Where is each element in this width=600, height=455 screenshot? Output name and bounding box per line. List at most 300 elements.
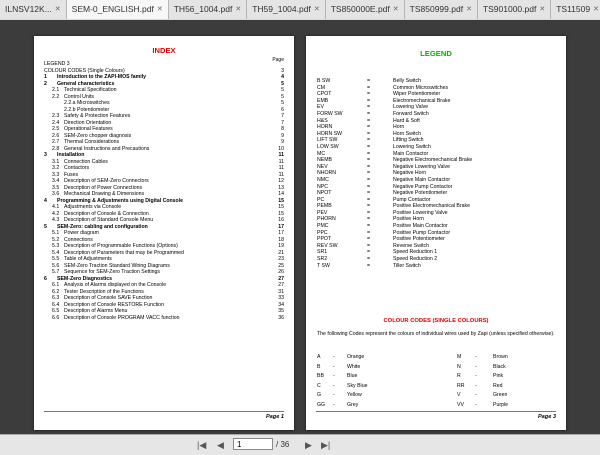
toc-page: 17 (278, 230, 284, 236)
toc-number: COLOUR CODES (Single Colours) (44, 67, 125, 74)
toc-title: Introduction to the ZAPI-MOS family (57, 74, 147, 80)
legend-entry (317, 190, 557, 197)
legend-entry (317, 243, 557, 250)
colour-lc: B (317, 363, 321, 370)
legend-code: PPC (317, 229, 328, 236)
legend-equals: = (367, 110, 371, 117)
legend-code: H&S (317, 117, 328, 124)
legend-equals: = (367, 117, 371, 124)
legend-entry (317, 177, 557, 184)
legend-description: Positive Lowering Valve (393, 209, 448, 216)
legend-entry (317, 197, 557, 204)
toc-page: 5 (281, 100, 284, 106)
page-footer: Page 1 (44, 411, 284, 420)
colour-code-row (317, 372, 555, 382)
toc-title: Sequence for SEM-Zero Traction Settings (64, 269, 161, 275)
legend-equals: = (367, 176, 371, 183)
toc-title: Description of Console RESTORE Function (64, 301, 164, 308)
toc-page: 3 (281, 67, 284, 74)
legend-description: Negative Lowering Valve (393, 163, 450, 170)
legend-equals: = (367, 196, 371, 203)
colour-rn: Green (493, 392, 508, 399)
legend-description: Horn (393, 124, 405, 131)
legend-description: Positive Pump Contactor (393, 229, 451, 236)
legend-code: NMC (317, 176, 329, 183)
toc-title: Description of Console SAVE Function (64, 295, 153, 301)
legend-code: PPOT (317, 236, 332, 243)
toc-number: 3.3 (52, 171, 60, 178)
toc-number: 3.4 (52, 178, 60, 184)
toc-number: 2.7 (52, 139, 60, 145)
legend-description: Pump Contactor (393, 196, 431, 203)
toc-page: 10 (278, 145, 284, 152)
toc-number: 6.1 (52, 282, 60, 288)
legend-entry (317, 249, 557, 256)
close-icon[interactable]: ✕ (313, 6, 320, 13)
legend-description: Reverse Switch (393, 242, 430, 249)
table-of-contents (44, 61, 284, 321)
legend-code: PEV (317, 209, 328, 216)
toc-title: SEM-Zero Diagnostics (57, 275, 113, 282)
toc-page: 16 (278, 217, 284, 223)
legend-description: Forward Switch (393, 110, 429, 117)
toc-page: 21 (278, 249, 284, 256)
toc-title: Description of Power Connections (64, 184, 143, 191)
legend-code: NPOT (317, 190, 332, 197)
colour-rsep: - (475, 392, 477, 399)
legend-description: Positive Horn (393, 216, 424, 223)
legend-description: Positive Potentiometer (393, 236, 445, 243)
legend-equals: = (367, 236, 371, 243)
toc-page: 11 (278, 165, 284, 171)
toc-number: 5.7 (52, 269, 60, 275)
toc-page: 7 (281, 113, 284, 119)
colour-lc: BB (317, 373, 324, 380)
legend-equals: = (367, 183, 371, 190)
colour-lc: G (317, 392, 322, 399)
toc-number: 4.3 (52, 217, 60, 223)
legend-code: MC (317, 150, 326, 157)
colour-ln: Blue (347, 373, 358, 380)
legend-description: Lowering Switch (393, 143, 431, 150)
legend-equals: = (367, 242, 371, 249)
toc-page: 26 (278, 269, 284, 275)
colour-lsep: - (333, 392, 335, 399)
last-page-button[interactable]: ▶| (321, 440, 331, 450)
legend-description: Belly Switch (393, 78, 421, 84)
colour-lc: GG (317, 401, 326, 408)
toc-title: Fuses (64, 171, 79, 178)
toc-number: 5.6 (52, 262, 60, 269)
toc-page: 36 (278, 314, 284, 321)
colour-code-row (317, 353, 555, 363)
toc-number: 2 (44, 80, 47, 87)
legend-equals: = (367, 203, 371, 210)
toc-number: 3 (44, 152, 47, 158)
toc-page: 19 (278, 243, 284, 249)
tab-3[interactable] (247, 0, 325, 19)
toc-page: 14 (278, 191, 284, 197)
legend-code: CM (317, 84, 326, 91)
toc-title: Adjustments via Console (64, 204, 122, 210)
toc-number: 3.5 (52, 184, 60, 191)
toc-page: 5 (281, 87, 284, 93)
pdf-page-1 (34, 36, 294, 430)
legend-entry (317, 223, 557, 230)
legend-code: B SW (317, 78, 331, 84)
colour-rn: Black (493, 363, 506, 370)
colour-lsep: - (333, 373, 335, 380)
legend-equals: = (367, 91, 371, 98)
legend-equals: = (367, 84, 371, 91)
tab-label: TH59_1004.pdf (252, 4, 311, 14)
legend-description: Lifting Switch (393, 137, 424, 144)
toc-title: 2.2.b Potentiometer (64, 106, 110, 113)
tab-1[interactable] (67, 0, 169, 19)
legend-equals: = (367, 163, 371, 170)
toc-title: SEM-Zero: cabling and configuration (57, 223, 148, 230)
legend-equals: = (367, 262, 371, 269)
legend-description: Lowering Valve (393, 104, 429, 111)
toc-title: Description of Alarms Menu (64, 308, 128, 314)
toc-title: General Instructions and Precautions (64, 145, 150, 152)
legend-entry (317, 85, 557, 92)
legend-code: NHORN (317, 170, 337, 177)
tab-4[interactable] (326, 0, 405, 19)
toc-page: 5 (281, 80, 284, 87)
tab-label: TS11509 (556, 4, 591, 14)
legend-entry (317, 144, 557, 151)
colour-rsep: - (475, 401, 477, 408)
toc-number: 6.6 (52, 314, 60, 321)
legend-entry (317, 111, 557, 118)
toc-page: 25 (278, 262, 284, 269)
colour-lsep: - (333, 401, 335, 408)
legend-entry (317, 104, 557, 111)
colour-rc: R (457, 373, 461, 380)
toc-page: 13 (278, 184, 284, 191)
legend-code: T SW (317, 262, 330, 269)
legend-entry (317, 91, 557, 98)
colour-ln: Grey (347, 401, 359, 408)
toc-page: 23 (278, 256, 284, 262)
colour-rc: M (457, 354, 462, 360)
legend-equals: = (367, 143, 371, 150)
toc-number: 3.1 (52, 158, 60, 165)
tab-label: TS850000E.pdf (330, 4, 390, 14)
legend-code: SR2 (317, 256, 328, 263)
legend-code: PC (317, 196, 325, 203)
colour-lsep: - (333, 382, 335, 389)
toc-title: Installation (57, 152, 85, 158)
colour-codes-list (317, 353, 555, 411)
toc-title: Description of SEM-Zero Connectors (64, 178, 149, 184)
toc-page: 27 (278, 275, 284, 282)
tab-label: TH56_1004.pdf (173, 4, 233, 14)
toc-entry[interactable] (44, 315, 284, 322)
tab-5[interactable] (405, 0, 478, 19)
colour-code-row (317, 391, 555, 401)
legend-equals: = (367, 170, 371, 177)
legend-description: Hard & Soft (393, 117, 420, 124)
toc-page: 27 (278, 282, 284, 288)
colour-lsep: - (333, 363, 335, 370)
toc-number: 4 (44, 197, 47, 204)
legend-entry (317, 157, 557, 164)
toc-title: Contactors (64, 165, 90, 171)
legend-description: Negative Horn (393, 170, 427, 177)
legend-code: REV SW (317, 242, 338, 249)
legend-equals: = (367, 104, 371, 111)
legend-equals: = (367, 223, 371, 230)
toc-number: 5.2 (52, 236, 60, 243)
toc-number: 5.4 (52, 249, 60, 256)
toc-title: Description of Programmable Functions (Options) (64, 243, 178, 249)
legend-code: PEMB (317, 203, 332, 210)
toc-page: 18 (278, 236, 284, 243)
legend-description: Positive Electromechanical Brake (393, 203, 470, 210)
colour-rn: Pink (493, 373, 504, 380)
legend-equals: = (367, 157, 371, 164)
toc-title: Operational Features (64, 126, 113, 132)
legend-code: HORN (317, 124, 333, 131)
toc-number: 2.4 (52, 119, 60, 126)
legend-title: LEGEND (420, 49, 452, 58)
legend-entry (317, 118, 557, 125)
legend-description: Negative Main Contactor (393, 176, 451, 183)
colour-code-row (317, 363, 555, 373)
toc-title: Description of Console PROGRAM VACC function (64, 314, 180, 321)
toc-title: General characteristics (57, 80, 115, 87)
toc-title: SEM-Zero chopper diagnosis (64, 132, 132, 139)
colour-rn: Red (493, 382, 503, 389)
close-icon[interactable]: ✕ (392, 6, 399, 13)
legend-description: Common Microswitches (393, 84, 449, 91)
page-footer: Page 3 (316, 411, 556, 420)
toc-page: 9 (281, 139, 284, 145)
tab-label: SEM-0_ENGLISH.pdf (71, 4, 154, 14)
legend-entry (317, 164, 557, 171)
toc-number: 6 (44, 275, 47, 282)
tab-6[interactable] (478, 0, 551, 19)
legend-code: CPOT (317, 91, 332, 98)
legend-equals: = (367, 137, 371, 144)
colour-ln: Yellow (347, 392, 362, 399)
legend-equals: = (367, 249, 371, 256)
toc-title: Power diagram (64, 230, 99, 236)
legend-description: Speed Reduction 2 (393, 256, 438, 263)
legend-code: NEMB (317, 157, 332, 164)
legend-description: Horn Switch (393, 130, 421, 137)
toc-number: 6.4 (52, 301, 60, 308)
legend-entry (317, 236, 557, 243)
legend-entry (317, 131, 557, 138)
tab-0[interactable] (0, 0, 67, 19)
page-count: / 36 (276, 440, 290, 449)
toc-title: Table of Adjustments (64, 256, 112, 262)
toc-number: 4.1 (52, 204, 60, 210)
toc-number: 3.2 (52, 165, 60, 171)
legend-description: Main Contactor (393, 150, 429, 157)
toc-title: Programming & Adjustments using Digital Console (57, 197, 184, 204)
navigation-toolbar (0, 434, 600, 455)
legend-entry (317, 216, 557, 223)
legend-description: Negative Electromechanical Brake (393, 157, 473, 164)
index-title: INDEX (152, 46, 176, 55)
toc-title: Mechanical Drawing & Dimensions (64, 191, 145, 197)
legend-code: HORN SW (317, 130, 343, 137)
toc-number: 1 (44, 74, 47, 80)
colour-rn: Purple (493, 401, 508, 408)
tab-7[interactable] (551, 0, 600, 19)
pdf-page-3 (306, 36, 566, 430)
next-page-button[interactable]: ▶ (305, 440, 312, 450)
legend-code: LIFT SW (317, 137, 338, 144)
toc-page: 12 (278, 178, 284, 184)
legend-entry (317, 170, 557, 177)
toc-number: 5.5 (52, 256, 60, 262)
tab-label: TS850999.pdf (409, 4, 464, 14)
toc-number: 6.3 (52, 295, 60, 301)
legend-entry (317, 230, 557, 237)
legend-code: NPC (317, 183, 328, 190)
legend-equals: = (367, 190, 371, 197)
colour-rsep: - (475, 354, 477, 360)
colour-lsep: - (333, 354, 335, 360)
colour-code-row (317, 401, 555, 411)
legend-equals: = (367, 124, 371, 131)
toc-title: Safety & Protection Features (64, 113, 131, 119)
legend-description: Wiper Potentiometer (393, 91, 441, 98)
legend-description: Negative Potentiometer (393, 190, 448, 197)
tab-label: ILNSV12K... (5, 4, 52, 14)
legend-entry (317, 98, 557, 105)
toc-page: 33 (278, 295, 284, 301)
toc-page: 15 (278, 210, 284, 217)
close-icon[interactable]: ✕ (593, 6, 599, 13)
legend-equals: = (367, 216, 371, 223)
legend-equals: = (367, 78, 371, 84)
toc-page: 15 (278, 204, 284, 210)
toc-title: SEM-Zero Traction Standard Wiring Diagrams (64, 262, 170, 269)
toc-page: 15 (278, 197, 284, 204)
legend-code: EV (317, 104, 324, 111)
toc-title: Connection Cables (64, 158, 108, 165)
legend-entry (317, 210, 557, 217)
colour-ln: White (347, 363, 361, 370)
colour-ln: Orange (347, 354, 365, 360)
legend-entry (317, 124, 557, 131)
close-icon[interactable]: ✕ (54, 6, 61, 13)
toc-page: 8 (281, 126, 284, 132)
legend-equals: = (367, 97, 371, 104)
legend-entry (317, 263, 557, 270)
toc-page: 7 (281, 119, 284, 126)
colour-rn: Brown (493, 354, 508, 360)
toc-number: 3.6 (52, 191, 60, 197)
toc-number: 2.5 (52, 126, 60, 132)
toc-page: 11 (278, 152, 284, 158)
toc-title: Description of Standard Console Menu (64, 217, 154, 223)
toc-title: Direction Orientation (64, 119, 112, 126)
legend-description: Tiller Switch (393, 262, 421, 269)
colour-codes-title: COLOUR CODES (SINGLE COLOURS) (383, 318, 489, 324)
toc-number: 6.2 (52, 288, 60, 295)
close-icon[interactable]: ✕ (466, 6, 472, 13)
toc-number: 2.8 (52, 145, 60, 152)
toc-title: 2.2.a Microswitches (64, 100, 110, 106)
legend-equals: = (367, 229, 371, 236)
toc-page: 5 (281, 93, 284, 100)
toc-title: Tester Description of the Functions (64, 288, 144, 295)
toc-title: Connections (64, 236, 93, 243)
legend-code: FORW SW (317, 110, 343, 117)
tab-bar (0, 0, 600, 21)
legend-code: NEV (317, 163, 328, 170)
colour-rsep: - (475, 363, 477, 370)
toc-page: 6 (281, 106, 284, 113)
first-page-button[interactable]: |◀ (197, 440, 207, 450)
toc-number: 2.3 (52, 113, 60, 119)
legend-equals: = (367, 130, 371, 137)
toc-page: 34 (278, 301, 284, 308)
legend-entry (317, 184, 557, 191)
toc-title: Thermal Considerations (64, 139, 120, 145)
legend-code: EMB (317, 97, 329, 104)
toc-page: 17 (278, 223, 284, 230)
colour-rc: V (457, 392, 461, 399)
page-number-input[interactable]: 1 (233, 438, 273, 450)
colour-ln: Sky Blue (347, 382, 368, 389)
colour-rsep: - (475, 382, 477, 389)
colour-rsep: - (475, 373, 477, 380)
legend-code: PHORN (317, 216, 336, 223)
legend-list (317, 78, 557, 269)
toc-page: 35 (278, 308, 284, 314)
legend-code: PMC (317, 223, 329, 230)
toc-page: 11 (278, 158, 284, 165)
close-icon[interactable]: ✕ (539, 6, 546, 13)
tab-2[interactable] (169, 0, 247, 19)
toc-number: 2.1 (52, 87, 60, 93)
toc-title: Description of Console & Connection (64, 210, 149, 217)
document-viewer[interactable] (0, 20, 600, 434)
legend-code: LOW SW (317, 143, 339, 150)
legend-entry (317, 78, 557, 85)
colour-rc: VV (457, 401, 464, 408)
previous-page-button[interactable]: ◀ (217, 440, 224, 450)
close-icon[interactable]: ✕ (235, 6, 242, 13)
legend-equals: = (367, 150, 371, 157)
legend-entry (317, 151, 557, 158)
legend-description: Positive Main Contactor (393, 223, 448, 230)
toc-number: 5.1 (52, 230, 60, 236)
legend-equals: = (367, 256, 371, 263)
close-icon[interactable]: ✕ (156, 6, 163, 13)
toc-page: 11 (278, 171, 284, 178)
colour-lc: A (317, 354, 321, 360)
legend-description: Speed Reduction 1 (393, 249, 438, 256)
colour-rc: RR (457, 382, 465, 389)
toc-title: Control Units (64, 93, 94, 100)
toc-page: 31 (278, 288, 284, 295)
toc-number: 5 (44, 223, 47, 230)
toc-number: 6.5 (52, 308, 60, 314)
legend-description: Negative Pump Contactor (393, 183, 453, 190)
legend-equals: = (367, 209, 371, 216)
toc-title: Analysis of Alarms displayed on the Console (64, 282, 167, 288)
legend-code: SR1 (317, 249, 328, 256)
